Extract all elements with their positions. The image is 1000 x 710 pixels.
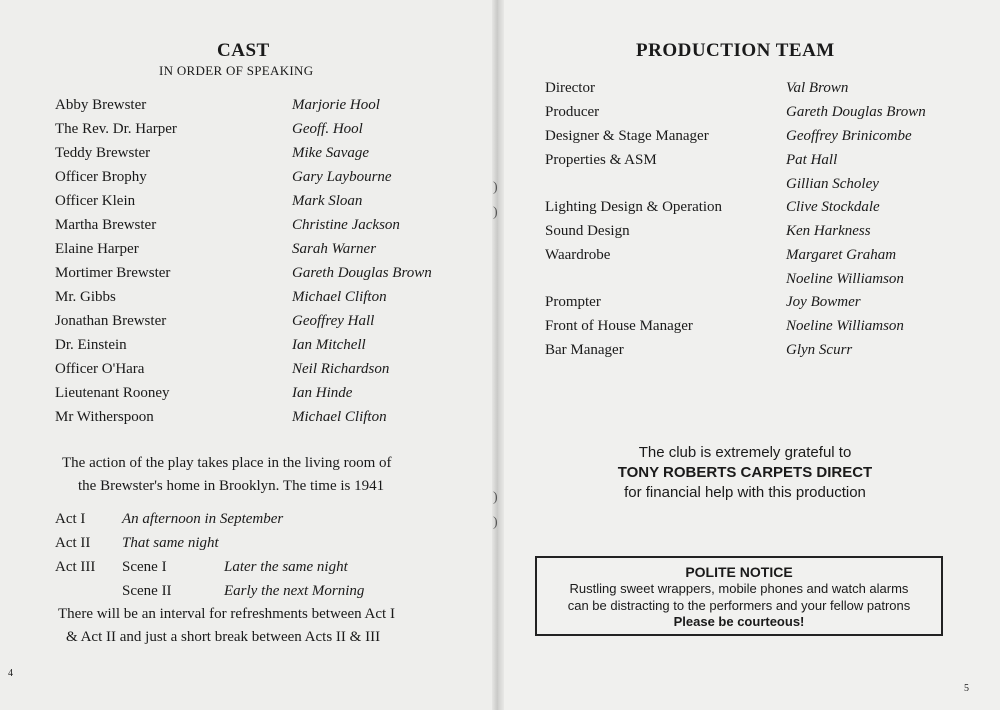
thanks-line-3: for financial help with this production <box>624 484 866 501</box>
page-number-right: 5 <box>964 683 969 694</box>
production-name: Margaret Graham <box>786 247 897 263</box>
production-role: Bar Manager <box>545 342 624 358</box>
cast-role: Officer Brophy <box>55 169 147 185</box>
cast-actor: Neil Richardson <box>292 361 390 377</box>
act-2-label: Act II <box>55 535 91 551</box>
production-name: Clive Stockdale <box>786 199 880 215</box>
polite-notice-box <box>535 556 943 636</box>
production-role: Sound Design <box>545 223 630 239</box>
production-role: Director <box>545 80 595 96</box>
cast-role: Elaine Harper <box>55 241 139 257</box>
cast-role: The Rev. Dr. Harper <box>55 121 177 137</box>
scene-1-text: Later the same night <box>224 559 348 575</box>
scene-2-text: Early the next Morning <box>224 583 365 599</box>
notice-title: POLITE NOTICE <box>685 564 793 580</box>
production-title: PRODUCTION TEAM <box>636 40 835 61</box>
cast-actor: Marjorie Hool <box>292 97 380 113</box>
cast-role: Lieutenant Rooney <box>55 385 170 401</box>
setting-line-1: The action of the play takes place in the living room of <box>62 455 392 471</box>
sponsor-name: TONY ROBERTS CARPETS DIRECT <box>617 464 873 481</box>
production-name: Val Brown <box>786 80 849 96</box>
cast-actor: Sarah Warner <box>292 241 377 257</box>
cast-actor: Mark Sloan <box>292 193 363 209</box>
cast-role: Dr. Einstein <box>55 337 127 353</box>
act-3-label: Act III <box>55 559 96 575</box>
act-2-text: That same night <box>122 535 219 551</box>
production-role: Lighting Design & Operation <box>545 199 723 215</box>
production-role: Prompter <box>545 294 601 310</box>
notice-line-3: Please be courteous! <box>673 614 805 629</box>
cast-role: Officer Klein <box>55 193 136 209</box>
cast-role: Abby Brewster <box>55 97 147 113</box>
cast-title: CAST <box>217 40 270 61</box>
act-1-text: An afternoon in September <box>122 511 284 527</box>
production-role: Waardrobe <box>545 247 611 263</box>
cast-actor: Michael Clifton <box>292 409 387 425</box>
binding-mark: ) <box>493 205 498 220</box>
production-name: Pat Hall <box>786 152 838 168</box>
scene-2-label: Scene II <box>122 583 172 599</box>
cast-role: Mr. Gibbs <box>55 289 116 305</box>
notice-line-2: can be distracting to the performers and your fellow patrons <box>567 598 911 613</box>
production-name: Noeline Williamson <box>786 271 904 287</box>
cast-actor: Christine Jackson <box>292 217 400 233</box>
cast-role: Martha Brewster <box>55 217 157 233</box>
production-role: Properties & ASM <box>545 152 657 168</box>
binding-mark: ) <box>493 180 498 195</box>
cast-role: Mr Witherspoon <box>55 409 154 425</box>
cast-actor: Mike Savage <box>292 145 370 161</box>
cast-actor: Gareth Douglas Brown <box>292 265 432 281</box>
cast-role: Teddy Brewster <box>55 145 151 161</box>
binding-mark: ) <box>493 490 498 505</box>
cast-role: Officer O'Hara <box>55 361 145 377</box>
notice-line-1: Rustling sweet wrappers, mobile phones and watch alarms <box>569 581 909 596</box>
production-role: Designer & Stage Manager <box>545 128 709 144</box>
thanks-line-1: The club is extremely grateful to <box>638 444 852 461</box>
sponsor-thanks <box>575 443 915 503</box>
cast-actor: Ian Mitchell <box>292 337 366 353</box>
act-1-label: Act I <box>55 511 86 527</box>
cast-subtitle: IN ORDER OF SPEAKING <box>159 63 314 78</box>
production-role: Producer <box>545 104 600 120</box>
cast-role: Jonathan Brewster <box>55 313 167 329</box>
binding-mark: ) <box>493 515 498 530</box>
setting-line-2: the Brewster's home in Brooklyn. The time is 1941 <box>78 478 385 494</box>
page-gutter <box>492 0 504 710</box>
production-name: Gareth Douglas Brown <box>786 104 926 120</box>
cast-actor: Gary Laybourne <box>292 169 392 185</box>
cast-actor: Ian Hinde <box>292 385 353 401</box>
production-name: Ken Harkness <box>786 223 871 239</box>
cast-actor: Geoffrey Hall <box>292 313 375 329</box>
production-name: Joy Bowmer <box>786 294 861 310</box>
production-name: Glyn Scurr <box>786 342 853 358</box>
production-name: Noeline Williamson <box>786 318 904 334</box>
production-role: Front of House Manager <box>545 318 693 334</box>
page-number-left: 4 <box>8 668 13 679</box>
cast-actor: Geoff. Hool <box>292 121 363 137</box>
scene-1-label: Scene I <box>122 559 167 575</box>
production-name: Geoffrey Brinicombe <box>786 128 912 144</box>
interval-line-2: & Act II and just a short break between Acts II & III <box>66 629 381 645</box>
cast-role: Mortimer Brewster <box>55 265 171 281</box>
cast-actor: Michael Clifton <box>292 289 387 305</box>
interval-line-1: There will be an interval for refreshments between Act I <box>58 606 395 622</box>
production-name: Gillian Scholey <box>786 176 879 192</box>
